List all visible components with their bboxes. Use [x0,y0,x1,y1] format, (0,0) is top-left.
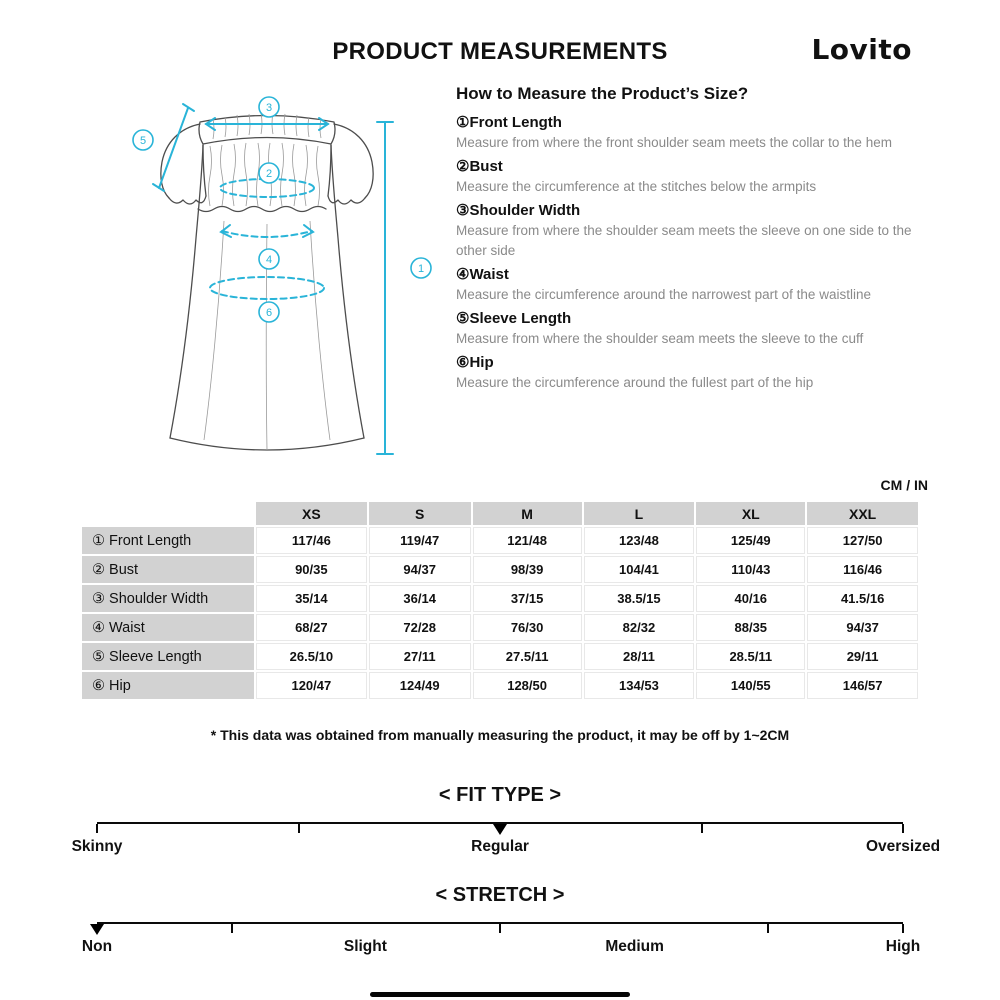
howto-item-desc: Measure the circumference around the fullest part of the hip [456,375,814,390]
dress-illustration [112,88,452,473]
hip-ellipse [210,277,324,299]
marker-bust: 2 [265,168,273,180]
howto-item-desc: Measure from where the shoulder seam meets the sleeve on one side to the other side [456,223,912,258]
fit-label-oversized: Oversized [865,838,941,855]
scale-tick [902,824,904,833]
cell: 27/11 [369,643,471,670]
table-row-shoulder-width [82,585,918,612]
marker-shoulder: 3 [265,102,273,114]
size-header-s: S [369,502,471,525]
size-header-xl: XL [696,502,805,525]
cell: 117/46 [256,527,367,554]
size-header-xxl: XXL [807,502,918,525]
scale-tick [902,924,904,933]
stretch-label-medium: Medium [605,938,664,955]
stretch-label-non: Non [81,938,113,955]
cell: 76/30 [473,614,582,641]
cell: 119/47 [369,527,471,554]
howto-item-desc: Measure from where the shoulder seam meets the sleeve to the cuff [456,331,864,346]
cell: 98/39 [473,556,582,583]
unit-label: CM / IN [880,477,928,493]
marker-front-length: 1 [417,263,425,275]
fit-type-marker [493,824,507,835]
stretch-title: < STRETCH > [435,884,565,906]
howto-item-waist [456,264,934,305]
howto-item-bust [456,156,934,197]
cell: 121/48 [473,527,582,554]
scale-tick [298,824,300,833]
cell: 36/14 [369,585,471,612]
cell: 146/57 [807,672,918,699]
table-corner [82,502,254,525]
row-label: ⑤ Sleeve Length [82,643,254,670]
row-label: ① Front Length [82,527,254,554]
howto-item-title: ⑥Hip [456,354,494,371]
howto-item-title: ④Waist [456,266,509,283]
table-row-front-length [82,527,918,554]
cell: 120/47 [256,672,367,699]
cell: 110/43 [696,556,805,583]
howto-item-desc: Measure the circumference around the narrowest part of the waistline [456,287,871,302]
brand-logo: Lovito [811,33,912,66]
cell: 125/49 [696,527,805,554]
stretch-label-slight: Slight [343,938,387,955]
cell: 94/37 [807,614,918,641]
cell: 82/32 [584,614,695,641]
size-header-row [82,502,918,525]
table-row-waist [82,614,918,641]
scale-tick [231,924,233,933]
cell: 68/27 [256,614,367,641]
fit-type-scale [71,822,941,882]
cell: 37/15 [473,585,582,612]
cell: 88/35 [696,614,805,641]
stretch-marker [90,924,104,935]
scale-tick [701,824,703,833]
howto-item-desc: Measure from where the front shoulder seam meets the collar to the hem [456,135,892,150]
size-header-m: M [473,502,582,525]
scale-tick [96,824,98,833]
howto-section [456,84,934,393]
footnote: * This data was obtained from manually measuring the product, it may be off by 1~2CM [210,727,790,743]
page-title: PRODUCT MEASUREMENTS [332,38,668,65]
measure-markers [133,97,431,322]
howto-item-title: ②Bust [456,158,503,175]
table-row-sleeve-length [82,643,918,670]
size-header-xs: XS [256,502,367,525]
sleeve-length-line [159,108,188,188]
marker-sleeve: 5 [139,135,147,147]
cell: 40/16 [696,585,805,612]
marker-waist: 4 [265,254,273,266]
howto-item-title: ③Shoulder Width [456,202,581,219]
row-label: ② Bust [82,556,254,583]
row-label: ④ Waist [82,614,254,641]
cell: 94/37 [369,556,471,583]
cell: 28.5/11 [696,643,805,670]
size-table [80,500,920,701]
fit-label-regular: Regular [471,838,529,855]
cell: 38.5/15 [584,585,695,612]
cell: 72/28 [369,614,471,641]
scale-tick [767,924,769,933]
cell: 90/35 [256,556,367,583]
cell: 127/50 [807,527,918,554]
table-row-hip [82,672,918,699]
cell: 134/53 [584,672,695,699]
row-label: ③ Shoulder Width [82,585,254,612]
howto-item-sleeve-length [456,308,934,349]
stretch-scale [81,922,921,982]
marker-hip: 6 [265,307,273,319]
cell: 116/46 [807,556,918,583]
row-label: ⑥ Hip [82,672,254,699]
cell: 124/49 [369,672,471,699]
scale-tick [499,924,501,933]
table-row-bust [82,556,918,583]
howto-item-hip [456,352,934,393]
howto-item-shoulder-width [456,200,934,261]
size-header-l: L [584,502,695,525]
howto-item-front-length [456,112,934,153]
howto-item-title: ⑤Sleeve Length [456,310,572,327]
cell: 128/50 [473,672,582,699]
howto-heading: How to Measure the Product’s Size? [456,84,749,103]
home-indicator [370,992,630,997]
cell: 123/48 [584,527,695,554]
fit-label-skinny: Skinny [71,838,123,855]
cell: 140/55 [696,672,805,699]
dress-diagram-svg [112,88,452,473]
fit-type-title: < FIT TYPE > [438,784,562,806]
cell: 29/11 [807,643,918,670]
cell: 41.5/16 [807,585,918,612]
stretch-label-high: High [885,938,921,955]
cell: 104/41 [584,556,695,583]
howto-item-title: ①Front Length [456,114,562,131]
cell: 28/11 [584,643,695,670]
cell: 35/14 [256,585,367,612]
cell: 27.5/11 [473,643,582,670]
cell: 26.5/10 [256,643,367,670]
howto-item-desc: Measure the circumference at the stitches below the armpits [456,179,817,194]
